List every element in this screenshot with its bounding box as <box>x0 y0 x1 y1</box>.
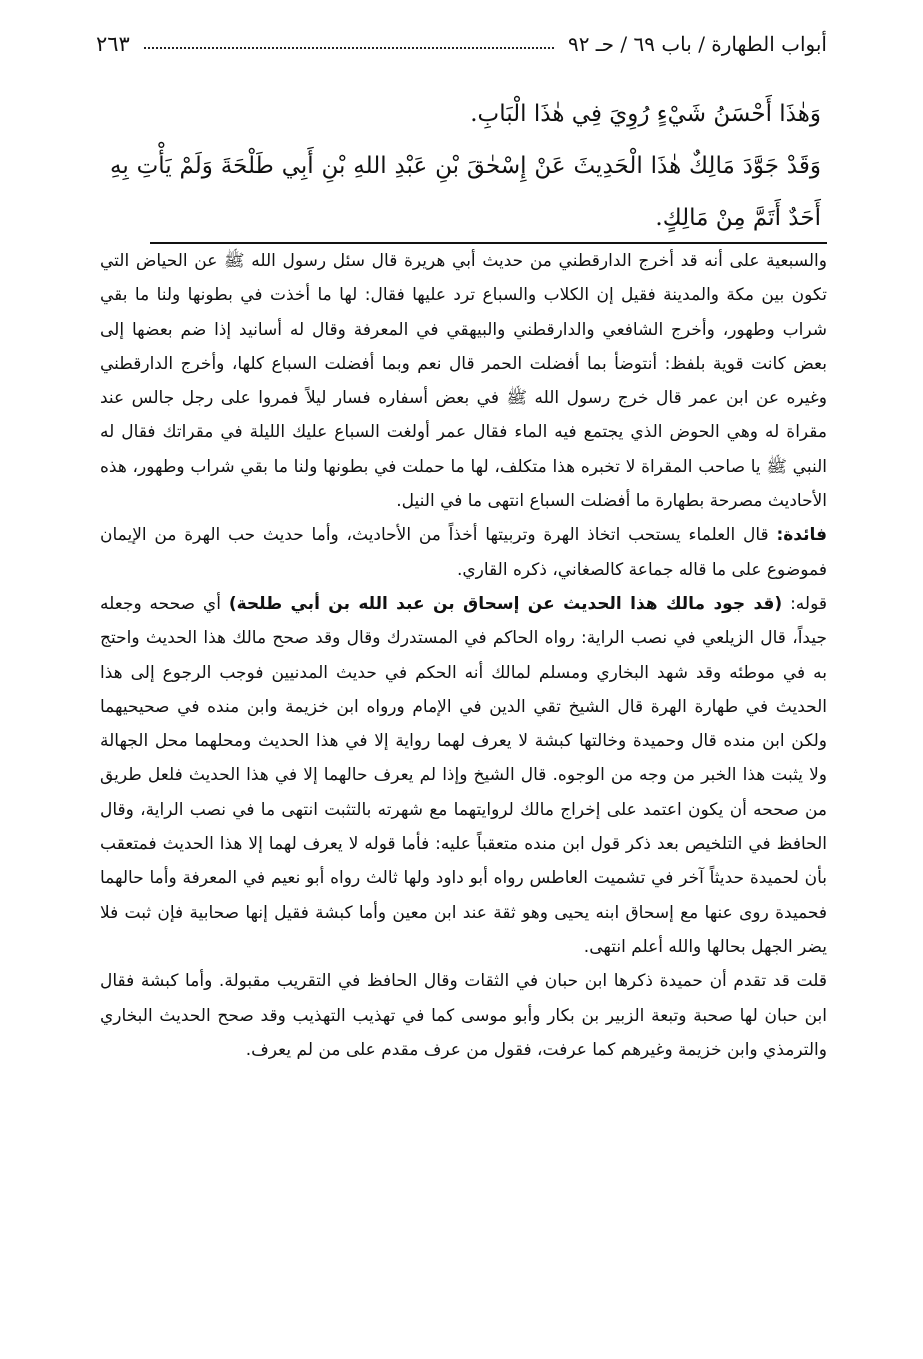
quoted-matn: (قد جود مالك هذا الحديث عن إسحاق بن عبد الله بن أبي طلحة) <box>228 593 783 614</box>
faida-text: قال العلماء يستحب اتخاذ الهرة وتربيتها أخذاً من الأحاديث، وأما حديث حب الهرة من الإيمان فموضوع على ما قاله جماعة كالصغاني، ذكره القاري. <box>100 525 827 580</box>
qawluhu-label: قوله: <box>790 593 827 614</box>
commentary <box>100 244 827 1067</box>
page-header <box>96 24 827 64</box>
header-dotted-leader <box>144 47 554 49</box>
faida-label: فائدة: <box>776 525 828 546</box>
running-title: أبواب الطهارة / باب ٦٩ / حـ ٩٢ <box>567 32 827 56</box>
commentary-paragraph-2 <box>100 518 827 587</box>
page-number: ٢٦٣ <box>96 32 130 56</box>
matn-line-2: وَقَدْ جَوَّدَ مَالِكٌ هٰذَا الْحَدِيثَ عَنْ إِسْحٰقَ بْنِ عَبْدِ اللهِ بْنِ أَبِي طَلْحَةَ وَلَمْ يَأْتِ بِهِ أَحَدٌ أَتَمَّ مِنْ مَالِكٍ. <box>110 153 821 231</box>
commentary-paragraph-3-text: أي صححه وجعله جيداً، قال الزيلعي في نصب الراية: رواه الحاكم في المستدرك وقال وقد صحح مالك هذا الحديث واحتج به في موطئه وقد شهد البخاري ومسلم لمالك أنه الحكم في حديث المدنيين فوجب الرجوع إلى هذا الحديث في طهارة الهرة قال الشيخ تقي الدين في الإمام ورواه ابن خزيمة وابن منده في صحيحيهما ولكن ابن منده قال وحميدة وخالتها كبشة لا يعرف لهما رواية إلا في هذا الحديث ومحلهما محل الجهالة ولا يثبت هذا الخبر من وجه من الوجوه. قال الشيخ وإذا لم يعرف حالهما إلا في هذا الحديث فلعل طريق من صححه أن يكون اعتمد على إخراج مالك لروايتهما مع شهرته بالتثبت انتهى ما في نصب الراية، وقال الحافظ في التلخيص بعد ذكر قول ابن منده متعقباً عليه: فأما قوله لا يعرف لهما إلا هذا الحديث فمتعقب بأن لحميدة حديثاً آخر في تشميت العاطس رواه أبو داود ولها ثالث رواه أبو نعيم في المعرفة وأما حالهما فحميدة روى عنها مع إسحاق ابنه يحيى وهو ثقة عند ابن معين وأما كبشة فقيل إنها صحابية فإن ثبت فلا يضر الجهل بحالها والله أعلم انتهى. <box>100 593 827 957</box>
commentary-paragraph-1: والسبعية على أنه قد أخرج الدارقطني من حديث أبي هريرة قال سئل رسول الله ﷺ عن الحياض التي تكون بين مكة والمدينة فقيل إن الكلاب والسباع ترد عليها فقال: لها ما أخذت في بطونها ولنا ما بقي شراب وطهور، وأخرج الشافعي والدارقطني والبيهقي في المعرفة وقال له أسانيد إذا ضم بعضها إلى بعض كانت قوية بلفظ: أنتوضأ بما أفضلت الحمر قال نعم وبما أفضلت السباع كلها، وأخرج الدارقطني وغيره عن ابن عمر قال خرج رسول الله ﷺ في بعض أسفاره فسار ليلاً فمروا على رجل جالس عند مقراة له وهي الحوض الذي يجتمع فيه الماء فقال عمر أولغت السباع عليك الليلة في مقراتك فقال له النبي ﷺ يا صاحب المقراة لا تخبره هذا متكلف، لها ما حملت في بطونها ولنا ما بقي شراب وطهور، هذه الأحاديث مصرحة بطهارة ما أفضلت السباع انتهى ما في النيل. <box>100 251 827 512</box>
hadith-text <box>110 88 821 244</box>
commentary-paragraph-4: قلت قد تقدم أن حميدة ذكرها ابن حبان في الثقات وقال الحافظ في التقريب مقبولة. وأما كبشة فقال ابن حبان لها صحبة وتبعة الزبير بن بكار وأبو موسى كما في تهذيب التهذيب وقد صحح الحديث البخاري والترمذي وابن خزيمة وغيرهم كما عرفت، فقول من عرف مقدم على من لم يعرف. <box>100 971 827 1060</box>
matn-line-1: وَهٰذَا أَحْسَنُ شَيْءٍ رُوِيَ فِي هٰذَا الْبَابِ. <box>470 101 821 127</box>
commentary-paragraph-3 <box>100 587 827 964</box>
